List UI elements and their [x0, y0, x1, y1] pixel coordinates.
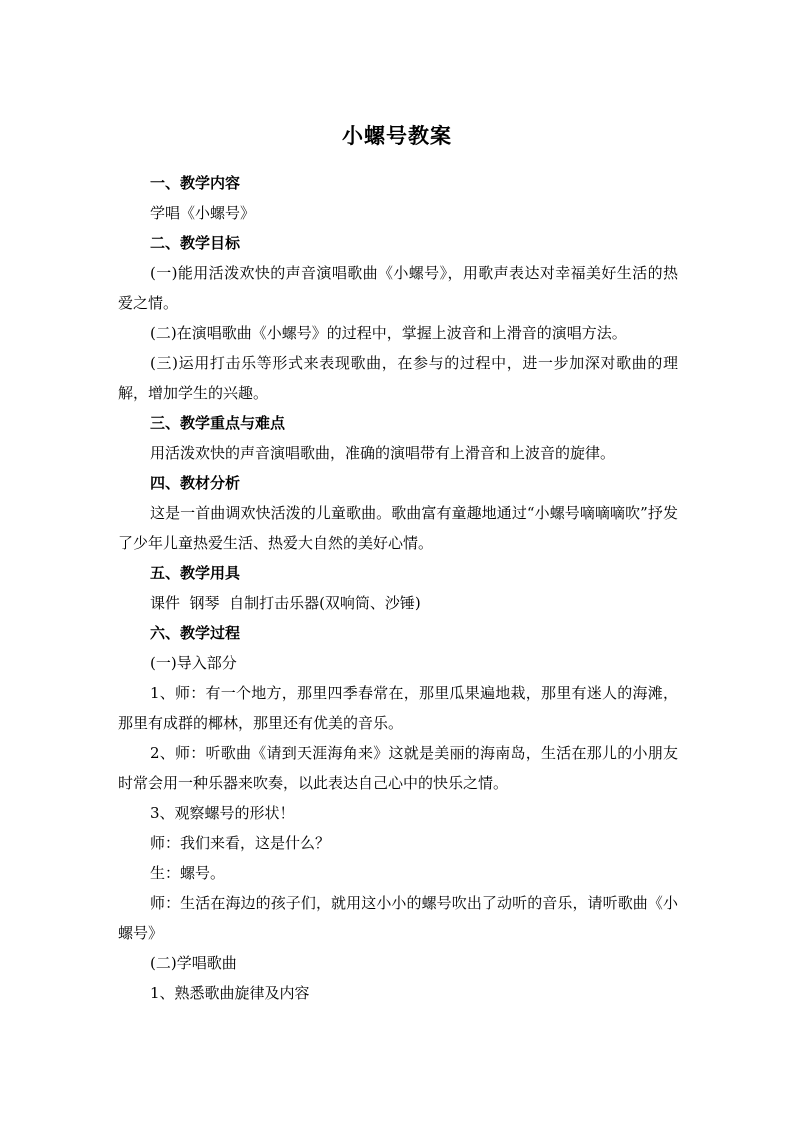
dialogue-student-answer: 生：螺号。	[150, 864, 226, 882]
section-heading-key-points: 三、教学重点与难点	[150, 414, 286, 432]
section-heading-teaching-process: 六、教学过程	[150, 624, 241, 642]
process-step-familiarize: 1、熟悉歌曲旋律及内容	[150, 984, 310, 1002]
material-analysis-text: 这是一首曲调欢快活泼的儿童歌曲。歌曲富有童趣地通过“小螺号嘀嘀嘀吹”抒发了少年儿童热爱生活、热爱大自然的美好心情。	[118, 504, 678, 552]
document-title: 小螺号教案	[342, 123, 452, 148]
teaching-content-text: 学唱《小螺号》	[150, 204, 256, 222]
teaching-goal-3: (三)运用打击乐等形式来表现歌曲，在参与的过程中，进一步加深对歌曲的理解，增加学生的兴趣。	[118, 354, 678, 402]
process-step-3: 3、观察螺号的形状！	[150, 804, 295, 822]
section-heading-material-analysis: 四、教材分析	[150, 474, 241, 492]
process-step-1: 1、师：有一个地方，那里四季春常在，那里瓜果遍地栽，那里有迷人的海滩，那里有成群的椰林，那里还有优美的音乐。	[118, 684, 678, 732]
section-heading-teaching-content: 一、教学内容	[150, 174, 241, 192]
process-step-2: 2、师：听歌曲《请到天涯海角来》这就是美丽的海南岛，生活在那儿的小朋友时常会用一种乐器来吹奏，以此表达自己心中的快乐之情。	[118, 744, 678, 792]
dialogue-teacher-intro-song: 师：生活在海边的孩子们，就用这小小的螺号吹出了动听的音乐，请听歌曲《小螺号》	[118, 894, 678, 942]
process-part-intro: (一)导入部分	[150, 654, 237, 672]
dialogue-teacher-question: 师：我们来看，这是什么？	[150, 834, 331, 852]
document-body	[118, 168, 678, 1008]
teaching-goal-2: (二)在演唱歌曲《小螺号》的过程中，掌握上波音和上滑音的演唱方法。	[150, 324, 627, 342]
key-points-text: 用活泼欢快的声音演唱歌曲，准确的演唱带有上滑音和上波音的旋律。	[150, 444, 616, 462]
section-heading-teaching-tools: 五、教学用具	[150, 564, 241, 582]
teaching-goal-1: (一)能用活泼欢快的声音演唱歌曲《小螺号》，用歌声表达对幸福美好生活的热爱之情。	[118, 264, 678, 312]
process-part-learn-song: (二)学唱歌曲	[150, 954, 237, 972]
section-heading-teaching-goals: 二、教学目标	[150, 234, 241, 252]
teaching-tools-text: 课件 钢琴 自制打击乐器(双响筒、沙锤)	[150, 594, 421, 612]
